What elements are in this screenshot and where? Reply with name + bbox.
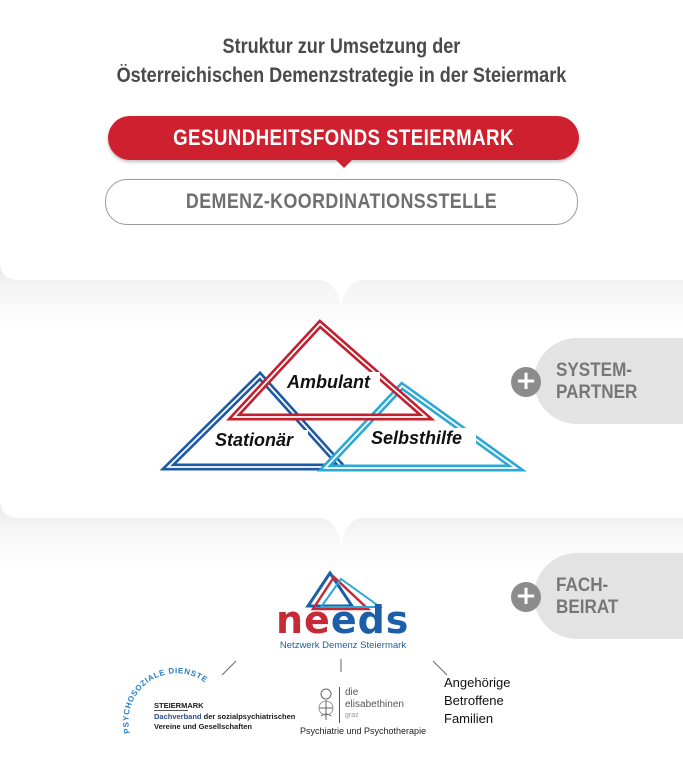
connector-right xyxy=(433,661,447,675)
psd-divider xyxy=(154,710,188,711)
elisabethinen-subtitle: Psychiatrie und Psychotherapie xyxy=(300,726,427,736)
koordinationsstelle-box xyxy=(105,179,578,225)
title-line-1: Struktur zur Umsetzung der xyxy=(222,35,461,58)
elisabethinen-graz: graz xyxy=(345,712,359,719)
needs-subtitle: Netzwerk Demenz Steiermark xyxy=(279,640,407,651)
plus-icon: + xyxy=(511,367,541,397)
psd-dachverband: Dachverband der sozialpsychiatrischen xyxy=(154,712,296,721)
elisabethinen-die: die xyxy=(345,687,359,698)
elisabethinen-emblem-icon xyxy=(315,686,337,724)
gesundheitsfonds-box xyxy=(108,116,579,160)
plus-icon: + xyxy=(511,582,541,612)
label-stationaer: Stationär xyxy=(215,430,294,450)
label-ambulant: Ambulant xyxy=(287,372,370,392)
connector-left xyxy=(222,661,236,675)
familien-item: Familien xyxy=(444,711,494,726)
betroffene-item: Betroffene xyxy=(444,693,504,708)
psd-steiermark: STEIERMARK xyxy=(154,701,204,710)
triangle-ambulant xyxy=(234,324,426,417)
label-selbsthilfe: Selbsthilfe xyxy=(371,428,463,448)
koordinationsstelle-label: DEMENZ-KOORDINATIONSSTELLE xyxy=(185,190,498,213)
svg-text:PSYCHOSOZIALE DIENSTE: PSYCHOSOZIALE DIENSTE xyxy=(121,666,210,735)
gesundheitsfonds-label: GESUNDHEITSFONDS STEIERMARK xyxy=(173,125,514,150)
title-line-2: Österreichischen Demenzstrategie in der Steiermark xyxy=(116,64,567,87)
elisabethinen-name: elisabethinen xyxy=(345,699,404,710)
systempartner-label: SYSTEM- PARTNER xyxy=(556,360,638,403)
fachbeirat-label: FACH- BEIRAT xyxy=(556,575,619,618)
elisabethinen-divider xyxy=(339,687,340,723)
angehoerige-item: Angehörige xyxy=(444,675,511,690)
psd-vereine: Vereine und Gesellschaften xyxy=(154,722,252,731)
needs-logo-word: needs xyxy=(276,598,410,642)
gesundheitsfonds-pointer xyxy=(334,158,354,168)
